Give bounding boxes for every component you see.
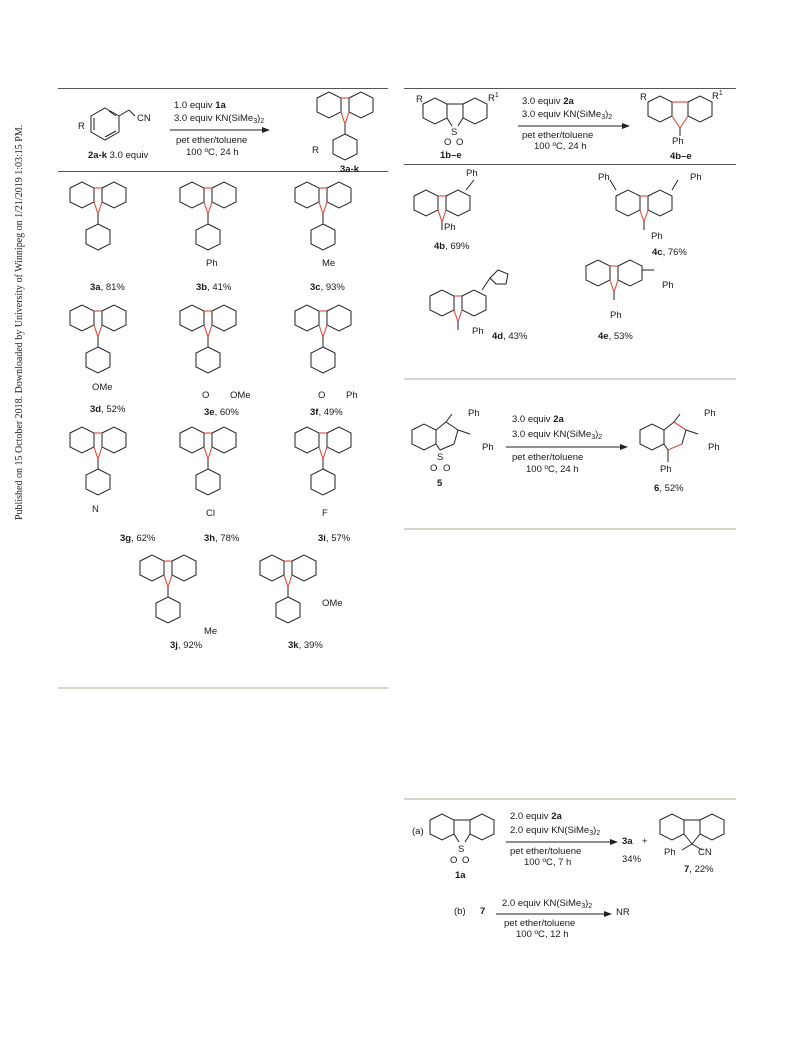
sub-3k: OMe [322, 598, 343, 609]
scheme4b-condition-3: 100 ºC, 12 h [516, 929, 569, 940]
sub-3e: OMe [230, 390, 251, 401]
scheme1-bottom-rule [58, 687, 388, 689]
reactant-cn-label: CN [137, 113, 151, 124]
label-3d: 3d, 52% [90, 404, 126, 415]
label-3a: 3a, 81% [90, 282, 125, 293]
scheme4b-condition-2: pet ether/toluene [504, 918, 576, 929]
sub-3d: OMe [92, 382, 113, 393]
scheme4a-reaction-arrow [506, 838, 618, 846]
scheme2-mid-rule [404, 164, 736, 165]
scheme2-reaction-arrow [518, 122, 630, 130]
sub-3g: N [92, 504, 99, 515]
scheme2-products-structures [408, 170, 738, 370]
4d-ph: Ph [472, 326, 484, 337]
label-3h: 3h, 78% [204, 533, 240, 544]
label-4b: 4b, 69% [434, 241, 470, 252]
scheme2-o-label: O [444, 137, 452, 148]
label-3b: 3b, 41% [196, 282, 232, 293]
reactant-2a-k-label: 2a-k 3.0 equiv [88, 150, 149, 161]
label-4c: 4c, 76% [652, 247, 687, 258]
scheme4a-condition-2: 2.0 equiv $KN(SiMe_3)_2$ [510, 825, 601, 837]
label-3g: 3g, 62% [120, 533, 156, 544]
benzyl-nitrile-structure [75, 100, 155, 150]
product-3a-k-label: 3a-k [340, 164, 360, 175]
product-3a-k-structure [295, 90, 390, 170]
part-a-label: (a) [412, 826, 424, 837]
part-b-label: (b) [454, 906, 466, 917]
scheme2-s-label: S [451, 127, 458, 138]
scheme1-top-rule [58, 88, 388, 89]
7-cn-label: CN [698, 847, 712, 858]
dibenzothiophene-dioxide-structure [415, 92, 515, 152]
scheme2-condition-2: 3.0 equiv $KN(SiMe_3)_2$ [522, 109, 613, 121]
label-7: 7, 22% [684, 864, 714, 875]
scheme4b-condition-1: 2.0 equiv $KN(SiMe_3)_2$ [502, 898, 593, 910]
label-3c: 3c, 93% [310, 282, 345, 293]
1a-s-label: S [458, 844, 465, 855]
scheme1-condition-4: 100 ºC, 24 h [186, 147, 239, 158]
no-reaction-label: NR [616, 907, 630, 918]
scheme1-condition-2: 3.0 equiv $KN(SiMe_3)_2$ [174, 113, 265, 125]
scheme3-condition-4: 100 ºC, 24 h [526, 464, 579, 475]
scheme1-condition-1: 1.0 equiv 1a [174, 100, 226, 111]
4e-ph-right: Ph [662, 280, 674, 291]
label-4d: 4d, 43% [492, 331, 528, 342]
product-4b-e-label: 4b–e [670, 151, 692, 162]
label-4e: 4e, 53% [598, 331, 633, 342]
sub-3e-o: O [202, 390, 210, 401]
scheme4a-condition-4: 100 ºC, 7 h [524, 857, 572, 868]
product4-r1-label: $R^1$ [712, 90, 723, 102]
4c-ph-right: Ph [690, 172, 702, 183]
scheme3-condition-3: pet ether/toluene [512, 452, 584, 463]
scheme3-reaction-arrow [506, 443, 628, 451]
7-ph-label: Ph [664, 847, 676, 858]
scheme3-bottom-rule [404, 528, 736, 530]
4c-ph-bottom: Ph [651, 231, 663, 242]
sub-3c: Me [322, 258, 336, 269]
label-1a: 1a [455, 870, 466, 881]
label-3f: 3f, 49% [310, 407, 343, 418]
scheme1-mid-rule [58, 171, 388, 172]
5-ph-top: Ph [468, 408, 480, 419]
reactant-r-label: R [78, 121, 85, 132]
sub-3b: Ph [206, 258, 218, 269]
scheme1-reaction-arrow [170, 126, 270, 134]
scheme2-condition-3: pet ether/toluene [522, 130, 594, 141]
sub-3i: F [322, 508, 328, 519]
1a-o-label: O [450, 855, 458, 866]
6-ph-bottom: Ph [660, 464, 672, 475]
scheme2-condition-4: 100 ºC, 24 h [534, 141, 587, 152]
scheme2-condition-1: 3.0 equiv 2a [522, 96, 574, 107]
4b-ph-bottom: Ph [444, 222, 456, 233]
6-ph-top: Ph [704, 408, 716, 419]
5-s-label: S [437, 452, 444, 463]
compound-7-structure [652, 808, 742, 868]
scheme2-r-label: R [416, 94, 423, 105]
scheme2-o2-label: O [456, 137, 464, 148]
4e-ph-bottom: Ph [610, 310, 622, 321]
4b-ph-top: Ph [466, 168, 478, 179]
label-3k: 3k, 39% [288, 640, 323, 651]
scheme1-condition-3: pet ether/toluene [176, 135, 248, 146]
label-3j: 3j, 92% [170, 640, 203, 651]
scheme2-r1-label: $R^1$ [488, 92, 499, 104]
sub-3j: Me [204, 626, 218, 637]
sub-3h: Cl [206, 508, 215, 519]
sub-3f: Ph [346, 390, 358, 401]
scheme4a-condition-3: pet ether/toluene [510, 846, 582, 857]
1a-o2-label: O [462, 855, 470, 866]
publication-notice: Published on 15 October 2018. Downloaded by University of Winnipeg on 1/21/2019 1:03:15 PM. [14, 124, 25, 520]
sub-3f-o: O [318, 390, 326, 401]
part-b-reactant-7: 7 [480, 906, 486, 917]
4c-ph-left: Ph [598, 172, 610, 183]
scheme2-bottom-rule [404, 378, 736, 380]
product-r-label: R [312, 145, 319, 156]
6-ph-right: Ph [708, 442, 720, 453]
product4-ph-label: Ph [672, 136, 684, 147]
scheme3-condition-2: 3.0 equiv $KN(SiMe_3)_2$ [512, 429, 603, 441]
plus-sign: + [642, 836, 648, 847]
scheme3-condition-1: 3.0 equiv 2a [512, 414, 564, 425]
scheme4b-reaction-arrow [496, 910, 612, 918]
label-5: 5 [437, 478, 443, 489]
5-o-label: O [430, 463, 438, 474]
product4-r-label: R [640, 92, 647, 103]
label-3i: 3i, 57% [318, 533, 351, 544]
compound-6-structure [636, 410, 736, 490]
scheme4-top-rule [404, 798, 736, 800]
5-ph-right: Ph [482, 442, 494, 453]
reactant-1b-e-label: 1b–e [440, 150, 462, 161]
5-o2-label: O [443, 463, 451, 474]
scheme4a-condition-1: 2.0 equiv 2a [510, 811, 562, 822]
label-6: 6, 52% [654, 483, 684, 494]
product-3a-yield: 34% [622, 854, 642, 865]
label-3e: 3e, 60% [204, 407, 239, 418]
scheme2-top-rule [404, 88, 736, 89]
product-3a-label: 3a [622, 836, 633, 847]
